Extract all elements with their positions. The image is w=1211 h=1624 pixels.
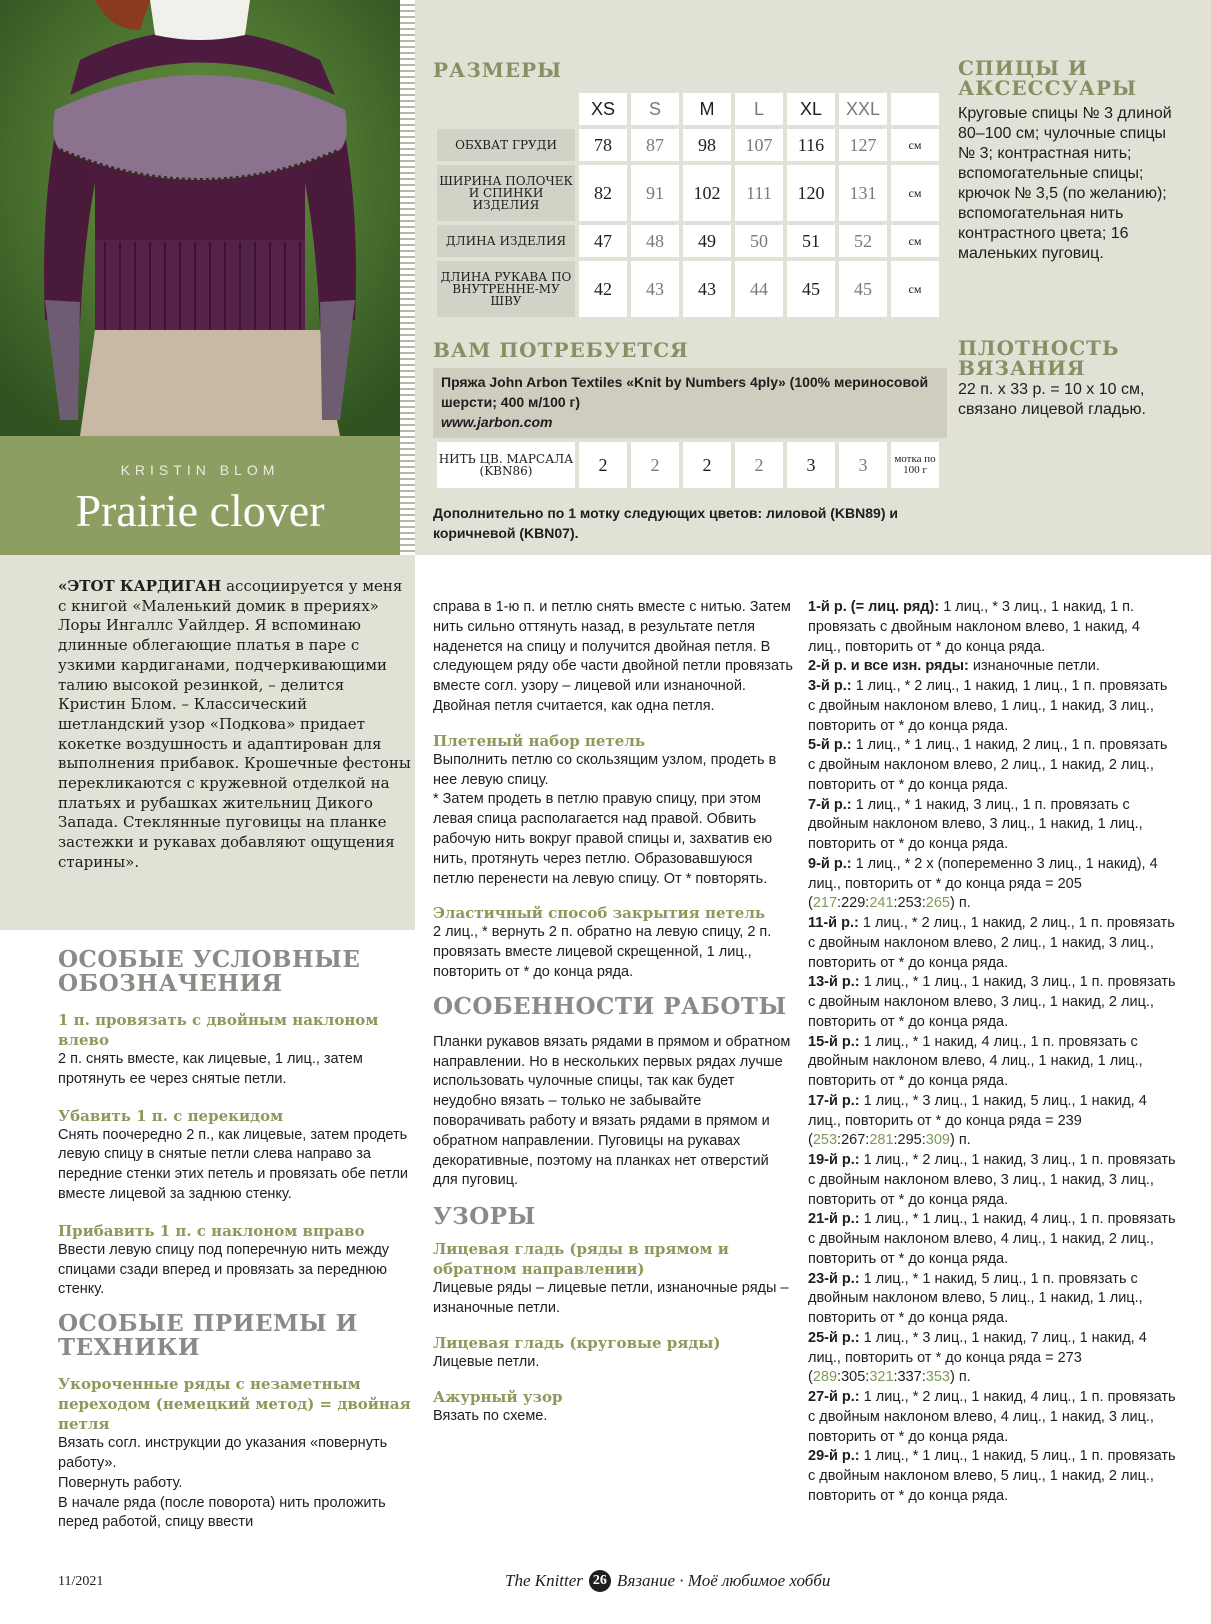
paragraph: Лицевые ряды – лицевые петли, изнаночные ряды – изнаночные петли.	[433, 1280, 789, 1316]
cell: 3	[839, 442, 887, 488]
paragraph: Выполнить петлю со скользящим узлом, продеть в нее левую спицу.	[433, 751, 777, 788]
paragraph: Планки рукавов вязать рядами в прямом и обратном направлении. Но в нескольких первых рядах лучше использовать чулочные спицы, так как будет неудобно вязать – только не забывайте поворачивать работу и вязать рядами в прямом и обратном направлении. Пуговицы на рукавах декоративные, поэтому на планках нет отверстий для пуговиц.	[433, 1033, 791, 1189]
subsection-heading: Укороченные ряды с незаметным переходом (немецкий метод) = двойная петля	[58, 1375, 411, 1434]
row-number: 17-й р.:	[808, 1092, 860, 1109]
cell: 43	[631, 261, 679, 317]
sizes-heading: РАЗМЕРЫ	[433, 58, 563, 82]
paragraph: Повернуть работу.	[58, 1474, 183, 1491]
row-number: 29-й р.:	[808, 1448, 860, 1465]
row-instruction	[808, 1210, 1176, 1269]
size-count: 267	[841, 1132, 866, 1149]
cell: 91	[631, 165, 679, 221]
row-number: 27-й р.:	[808, 1389, 860, 1405]
row-text: 1 лиц., * 2 лиц., 1 накид, 1 лиц., 1 п. провязать с двойным наклоном влево, 1 лиц., 1 накид, 3 лиц., повторить от * до конца ряда.	[808, 678, 1168, 734]
row-instruction	[808, 598, 1176, 657]
cell: 3	[787, 442, 835, 488]
cell: 2	[631, 442, 679, 488]
row-instruction: 17-й р.: 1 лиц., * 3 лиц., 1 накид, 5 лиц., 1 накид, 4 лиц., повторить от * до конца ряда = 239 (253:267:281:295:309) п.	[808, 1092, 1147, 1149]
row-number: 21-й р.:	[808, 1211, 860, 1228]
row-label: ШИРИНА ПОЛОЧЕК И СПИНКИ ИЗДЕЛИЯ	[437, 165, 575, 221]
size-count: 281	[869, 1132, 894, 1149]
column-2	[433, 598, 793, 1426]
cell: 52	[839, 225, 887, 257]
subsection-heading: Убавить 1 п. с перекидом	[58, 1106, 284, 1125]
yarn-quantity-table	[433, 438, 943, 492]
row-text: 1 лиц., * 1 лиц., 1 накид, 2 лиц., 1 п. провязать с двойным наклоном влево, 2 лиц., 1 накид, 2 лиц., повторить от * до конца ряда.	[808, 737, 1168, 793]
row-instruction: 9-й р.: 1 лиц., * 2 х (попеременно 3 лиц., 1 накид), 4 лиц., повторить от * до конца ряда = 205 (217:229:241:253:265) п.	[808, 855, 1158, 912]
title-panel	[0, 436, 400, 555]
zigzag-divider	[400, 0, 415, 555]
table-row	[437, 129, 939, 161]
size-header: L	[735, 93, 783, 125]
section-heading: УЗОРЫ	[433, 1203, 536, 1231]
size-count: 217	[812, 895, 838, 912]
row-number: 5-й р.:	[808, 737, 852, 754]
size-count: 253	[897, 895, 922, 912]
cell: 111	[735, 165, 783, 221]
tagline: Вязание · Моё любимое хобби	[616, 1571, 831, 1590]
row-text: ) п.	[949, 895, 971, 912]
sizes-table	[433, 89, 943, 321]
row-number: 1-й р. (= лиц. ряд):	[808, 599, 940, 615]
cell: 107	[735, 129, 783, 161]
row-number: 15-й р.:	[808, 1033, 860, 1050]
row-text: 1 лиц., * 1 лиц., 1 накид, 3 лиц., 1 п. провязать с двойным наклоном влево, 3 лиц., 1 накид, 2 лиц., повторить от * до конца ряда.	[808, 974, 1176, 1030]
hero	[0, 0, 415, 555]
row-text: 1 лиц., * 1 лиц., 1 накид, 5 лиц., 1 п. провязать с двойным наклоном влево, 5 лиц., 1 накид, 2 лиц., повторить от * до конца ряда.	[808, 1448, 1176, 1504]
row-number: 11-й р.:	[808, 915, 859, 931]
size-count: 289	[812, 1369, 838, 1386]
density-heading: ПЛОТНОСТЬ ВЯЗАНИЯ	[958, 336, 1120, 380]
size-count: 229	[841, 895, 866, 912]
cell: 102	[683, 165, 731, 221]
density-text: 22 п. х 33 р. = 10 х 10 см, связано лицевой гладью.	[958, 381, 1146, 418]
row-number: 2-й р. и все изн. ряды:	[808, 658, 969, 675]
row-number: 13-й р.:	[808, 974, 860, 991]
subsection-heading: Эластичный способ закрытия петель	[433, 904, 766, 923]
cell: 51	[787, 225, 835, 257]
size-header: XS	[579, 93, 627, 125]
cell: 2	[579, 442, 627, 488]
table-row	[437, 165, 939, 221]
paragraph: справа в 1-ю п. и петлю снять вместе с нитью. Затем нить сильно оттянуть назад, в результате петля наденется на спицу и получится двойная петля. В следующем ряду обе части двойной петли провязать вместе согл. узору – лицевой или изнаночной. Двойная петля считается, как одна петля.	[433, 599, 793, 714]
cell: 44	[735, 261, 783, 317]
size-count: 265	[925, 895, 950, 912]
unit-cell: см	[891, 225, 939, 257]
size-count: 241	[869, 895, 894, 912]
issue-date: 11/2021	[58, 1574, 104, 1589]
paragraph: Снять поочередно 2 п., как лицевые, затем продеть левую спицу в снятые петли слева направо за передние стенки этих петель и провязать обе петли вместе лицевой за заднюю стенку.	[58, 1126, 409, 1202]
paragraph: Ввести левую спицу под поперечную нить между спицами сзади вперед и провязать за переднюю стенку.	[58, 1241, 390, 1298]
row-text: 1 лиц., * 2 лиц., 1 накид, 3 лиц., 1 п. провязать с двойным наклоном влево, 3 лиц., 1 накид, 3 лиц., повторить от * до конца ряда.	[808, 1152, 1176, 1208]
paragraph: 2 лиц., * вернуть 2 п. обратно на левую спицу, 2 п. провязать вместе лицевой скрещенной, 1 лиц., повторить от * до конца ряда.	[433, 924, 772, 980]
sizes-header-row	[437, 93, 939, 125]
row-text: 1 лиц., * 1 лиц., 1 накид, 4 лиц., 1 п. провязать с двойным наклоном влево, 4 лиц., 1 накид, 2 лиц., повторить от * до конца ряда.	[808, 1211, 1176, 1267]
unit-cell: см	[891, 129, 939, 161]
magazine-name: The Knitter	[505, 1571, 583, 1590]
unit-cell: см	[891, 165, 939, 221]
cell: 82	[579, 165, 627, 221]
cell: 45	[787, 261, 835, 317]
row-text: 1 лиц., * 3 лиц., 1 накид, 7 лиц., 1 накид, 4 лиц., повторить от * до конца ряда = 273 (	[808, 1329, 1147, 1386]
row-label: ОБХВАТ ГРУДИ	[437, 129, 575, 161]
row-instruction	[808, 1388, 1176, 1447]
row-number: 19-й р.:	[808, 1152, 860, 1168]
intro-body: ассоциируется у меня с книгой «Маленький домик в прериях» Лоры Ингаллс Уайлдер. Я вспоминаю длинные облегающие платья в паре с узкими кардиганами, подчеркивающими талию высокой резинкой, – делится Кристин Блом. – Классический шетландский узор «Подкова» придает кокетке воздушность и адаптирован для выполнения прибавок. Крошечные фестоны перекликаются с кружевной отделкой на платьях и рубашках жительниц Дикого Запада. Стеклянные пуговицы на планке застежки и рукавах добавляют ощущения старины».	[58, 577, 411, 871]
row-text: 1 лиц., * 1 накид, 3 лиц., 1 п. провязать с двойным наклоном влево, 3 лиц., 1 накид, 1 лиц., повторить от * до конца ряда.	[808, 796, 1143, 852]
subsection-heading: Лицевая гладь (ряды в прямом и обратном направлении)	[433, 1240, 729, 1279]
column-3-rows	[808, 598, 1176, 1507]
subsection-heading: Лицевая гладь (круговые ряды)	[433, 1333, 721, 1352]
size-header: M	[683, 93, 731, 125]
cell: 50	[735, 225, 783, 257]
cell: 49	[683, 225, 731, 257]
row-text: 1 лиц., * 2 х (попеременно 3 лиц., 1 накид), 4 лиц., повторить от * до конца ряда = 205 (	[808, 855, 1158, 912]
subsection-heading: Плетеный набор петель	[433, 731, 646, 750]
cell: 131	[839, 165, 887, 221]
yarn-url[interactable]: www.jarbon.com	[441, 414, 553, 430]
row-instruction	[808, 736, 1176, 795]
row-text: 1 лиц., * 2 лиц., 1 накид, 2 лиц., 1 п. провязать с двойным наклоном влево, 2 лиц., 1 накид, 3 лиц., повторить от * до конца ряда.	[808, 915, 1175, 971]
row-instruction: 25-й р.: 1 лиц., * 3 лиц., 1 накид, 7 лиц., 1 накид, 4 лиц., повторить от * до конца ряда = 273 (289:305:321:337:353) п.	[808, 1329, 1147, 1386]
row-text: 1 лиц., * 2 лиц., 1 накид, 4 лиц., 1 п. провязать с двойным наклоном влево, 4 лиц., 1 накид, 3 лиц., повторить от * до конца ряда.	[808, 1389, 1176, 1445]
pattern-title: Prairie clover	[75, 485, 325, 536]
paragraph: В начале ряда (после поворота) нить проложить перед работой, спицу ввести	[58, 1494, 386, 1531]
row-instruction	[808, 973, 1176, 1032]
intro-lead: «ЭТОТ КАРДИГАН	[58, 577, 222, 595]
cell: 2	[683, 442, 731, 488]
row-number: 23-й р.:	[808, 1270, 860, 1287]
row-text: 1 лиц., * 3 лиц., 1 накид, 1 п. провязать с двойным наклоном влево, 1 накид, 4 лиц., повторить от * до конца ряда.	[808, 599, 1140, 655]
cell: 2	[735, 442, 783, 488]
cell: 87	[631, 129, 679, 161]
size-count: 305	[841, 1369, 866, 1386]
intro-text	[58, 577, 414, 873]
row-instruction	[808, 677, 1176, 736]
row-text: ) п.	[949, 1369, 971, 1386]
row-instruction	[808, 1033, 1176, 1092]
size-count: 353	[925, 1369, 950, 1386]
row-label: ДЛИНА РУКАВА ПО ВНУТРЕННЕ-МУ ШВУ	[437, 261, 575, 317]
unit-cell: см	[891, 261, 939, 317]
paragraph: Вязать по схеме.	[433, 1407, 548, 1424]
subsection-heading: 1 п. провязать с двойным наклоном влево	[58, 1011, 379, 1049]
cardigan-photo	[0, 0, 400, 436]
size-count: 321	[869, 1369, 894, 1386]
cell: 120	[787, 165, 835, 221]
row-text: ) п.	[949, 1132, 971, 1149]
yarn-description: Пряжа John Arbon Textiles «Knit by Numbers 4ply» (100% мериносовой шерсти; 400 м/100 г)	[441, 374, 929, 410]
author-name: KRISTIN BLOM	[120, 462, 280, 478]
row-number: 25-й р.:	[808, 1329, 860, 1346]
yarn-color-label: НИТЬ ЦВ. МАРСАЛА (KBN86)	[437, 442, 575, 488]
cell: 45	[839, 261, 887, 317]
extra-yarn-note: Дополнительно по 1 мотку следующих цветов: лиловой (KBN89) и коричневой (KBN07).	[433, 505, 898, 541]
row-number: 9-й р.:	[808, 855, 852, 872]
subsection-heading: Ажурный узор	[433, 1387, 563, 1406]
page-number: 26	[589, 1570, 611, 1592]
table-row	[437, 261, 939, 317]
size-header: XXL	[839, 93, 887, 125]
cell: 98	[683, 129, 731, 161]
need-heading: ВАМ ПОТРЕБУЕТСЯ	[433, 338, 689, 362]
row-instruction	[808, 1151, 1176, 1210]
paragraph: * Затем продеть в петлю правую спицу, при этом левая спица располагается над правой. Обвить рабочую нить вокруг правой спицы и, захватив ею нить, протянуть через петлю. Образовавшуюся петлю перенести на левую спицу. От * повторять.	[433, 791, 773, 887]
row-text: изнаночные петли.	[968, 658, 1100, 675]
row-instruction	[808, 1447, 1176, 1506]
cell: 42	[579, 261, 627, 317]
paragraph: 2 п. снять вместе, как лицевые, 1 лиц., затем протянуть ее через снятые петли.	[58, 1051, 363, 1087]
size-header: S	[631, 93, 679, 125]
cell: 116	[787, 129, 835, 161]
cell: 43	[683, 261, 731, 317]
table-row	[437, 442, 939, 488]
row-instruction	[808, 796, 1176, 855]
section-heading: ОСОБЫЕ УСЛОВНЫЕ ОБОЗНАЧЕНИЯ	[58, 946, 361, 997]
table-row	[437, 225, 939, 257]
row-number: 3-й р.:	[808, 678, 852, 694]
size-count: 253	[812, 1132, 838, 1149]
column-1	[58, 948, 414, 1533]
row-instruction	[808, 1270, 1176, 1329]
row-label: ДЛИНА ИЗДЕЛИЯ	[437, 225, 575, 257]
size-count: 337	[897, 1369, 922, 1386]
row-instruction	[808, 914, 1176, 973]
row-text: 1 лиц., * 1 накид, 5 лиц., 1 п. провязать с двойным наклоном влево, 5 лиц., 1 накид, 1 лиц., повторить от * до конца ряда.	[808, 1270, 1143, 1326]
needles-text: Круговые спицы № 3 длиной 80–100 см; чулочные спицы № 3; контрастная нить; вспомогательные спицы; крючок № 3,5 (по желанию); вспомогательная нить контрастного цвета; 16 маленьких пуговиц.	[958, 105, 1172, 262]
needles-heading: СПИЦЫ И АКСЕССУАРЫ	[958, 56, 1138, 100]
section-heading: ОСОБЫЕ ПРИЕМЫ И ТЕХНИКИ	[58, 1310, 358, 1362]
row-number: 7-й р.:	[808, 796, 852, 813]
cell: 48	[631, 225, 679, 257]
section-heading: ОСОБЕННОСТИ РАБОТЫ	[433, 992, 787, 1020]
size-count: 309	[925, 1132, 950, 1149]
row-text: 1 лиц., * 3 лиц., 1 накид, 5 лиц., 1 накид, 4 лиц., повторить от * до конца ряда = 239 (	[808, 1092, 1147, 1149]
row-text: 1 лиц., * 1 накид, 4 лиц., 1 п. провязать с двойным наклоном влево, 4 лиц., 1 накид, 1 лиц., повторить от * до конца ряда.	[808, 1033, 1143, 1089]
cell: 78	[579, 129, 627, 161]
paragraph: Лицевые петли.	[433, 1353, 540, 1370]
yarn-box	[433, 368, 947, 438]
unit-header	[891, 93, 939, 125]
corner-cell	[437, 93, 575, 125]
subsection-heading: Прибавить 1 п. с наклоном вправо	[58, 1221, 365, 1240]
cell: 47	[579, 225, 627, 257]
unit-cell: мотка по 100 г	[891, 442, 939, 488]
footer-brand	[505, 1570, 830, 1592]
cell: 127	[839, 129, 887, 161]
paragraph: Вязать согл. инструкции до указания «повернуть работу».	[58, 1435, 388, 1471]
size-header: XL	[787, 93, 835, 125]
row-instruction	[808, 657, 1176, 677]
size-count: 295	[897, 1132, 922, 1149]
